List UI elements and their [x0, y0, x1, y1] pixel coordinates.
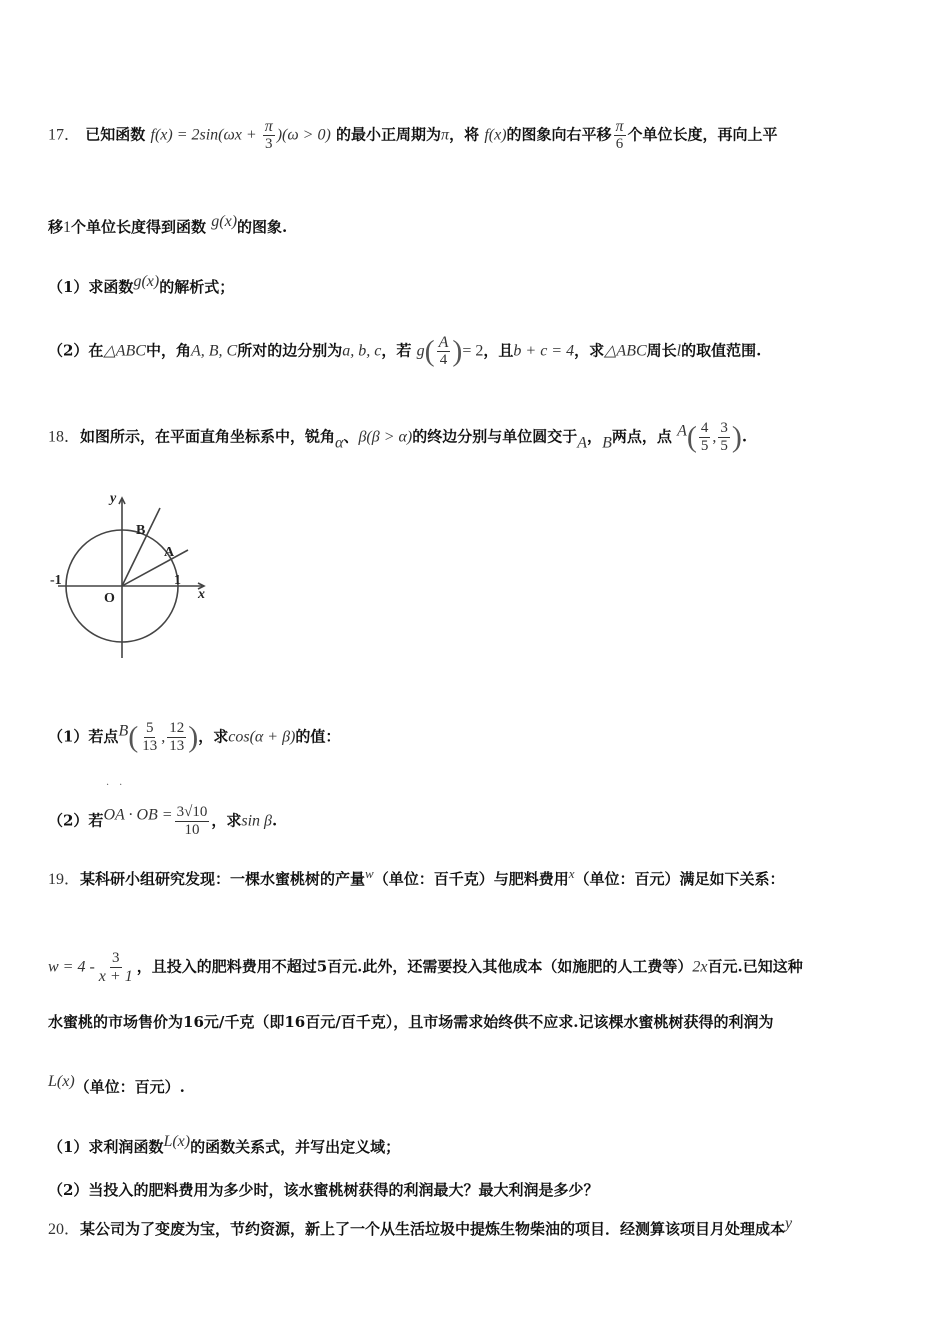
unit-circle-figure	[48, 488, 218, 668]
q19-line-2: w = 4 - $\frac{3}{x + 1}$ ，且投入的肥料费用不超过5百元.此外，还需要投入其他成本（如施肥的人工费等）2x百元.已知这种	[48, 950, 803, 985]
q20-line-1: 20．某公司为了变废为宝，节约资源，新上了一个从生活垃圾中提炼生物柴油的项目．经测算该项目月处理成本y	[48, 1215, 793, 1238]
fig-label-y: y	[110, 491, 117, 506]
q19-fraction: $\frac{3}{x + 1}$	[98, 950, 133, 985]
q19-line-4: L(x)（单位：百元）.	[48, 1073, 185, 1096]
q19-part-2: （2）当投入的肥料费用为多少时，该水蜜桃树获得的利润最大？最大利润是多少？	[48, 1181, 599, 1199]
fig-label-x: x	[198, 587, 205, 602]
q17-part-2: （2）在△ABC中，角A, B, C所对的边分别为a, b, c，若 g( $\frac{A}{4}$ )= 2，且b + c = 4，求△ABC周长l的取值范围.	[48, 334, 762, 368]
fig-label-neg1: -1	[50, 573, 62, 588]
fig-label-a: A	[164, 545, 175, 560]
q18-part-1: （1）若点B( $\frac{5}{13}$ , $\frac{12}{13}$ )，求cos(α + β)的值：	[48, 720, 341, 754]
q17-line-1: 17． 已知函数 f(x) = 2sin(ωx + $\frac{\pi}{3}$ )(ω > 0) 的最小正周期为π，将 f(x)的图象向右平移 $\frac{\pi}{6}$ 个单位长度，再向上平	[48, 118, 778, 152]
fig-label-b: B	[136, 523, 146, 538]
vector-arrows: · ·	[106, 780, 123, 791]
q17-line-2: 移1个单位长度得到函数 g(x)的图象.	[48, 213, 288, 236]
fig-label-pos1: 1	[174, 573, 181, 588]
q17-a-over-4: $\frac{A}{4}$	[438, 334, 449, 368]
q17-pi-over-6: $\frac{\pi}{6}$	[615, 118, 624, 152]
q19-part-1: （1）求利润函数L(x)的函数关系式，并写出定义域；	[48, 1133, 401, 1156]
q18-ratio: $\frac{3√10}{10}$	[176, 804, 208, 838]
q17-function-def: f(x) = 2sin(ωx +	[150, 126, 261, 144]
q17-part-1: （1）求函数g(x)的解析式；	[48, 273, 235, 296]
q17-pi-over-3: $\frac{\pi}{3}$	[264, 118, 273, 152]
q18-part-2: （2）若OA · OB = $\frac{3√10}{10}$ ，求sin β.	[48, 804, 278, 838]
q17-number: 17．	[48, 126, 81, 144]
q19-line-1: 19．某科研小组研究发现：一棵水蜜桃树的产量w（单位：百千克）与肥料费用x（单位：百元）满足如下关系：	[48, 866, 785, 888]
q18-line-1: 18．如图所示，在平面直角坐标系中，锐角α、β(β > α)的终边分别与单位圆交于A，B两点，点 A( $\frac{4}{5}$ , $\frac{3}{5}$ ).	[48, 420, 748, 454]
fig-label-o: O	[104, 591, 115, 606]
ray-ob	[122, 508, 160, 586]
q19-line-3: 水蜜桃的市场售价为16元/千克（即16百元/百千克），且市场需求始终供不应求.记该棵水蜜桃树获得的利润为	[48, 1013, 774, 1031]
